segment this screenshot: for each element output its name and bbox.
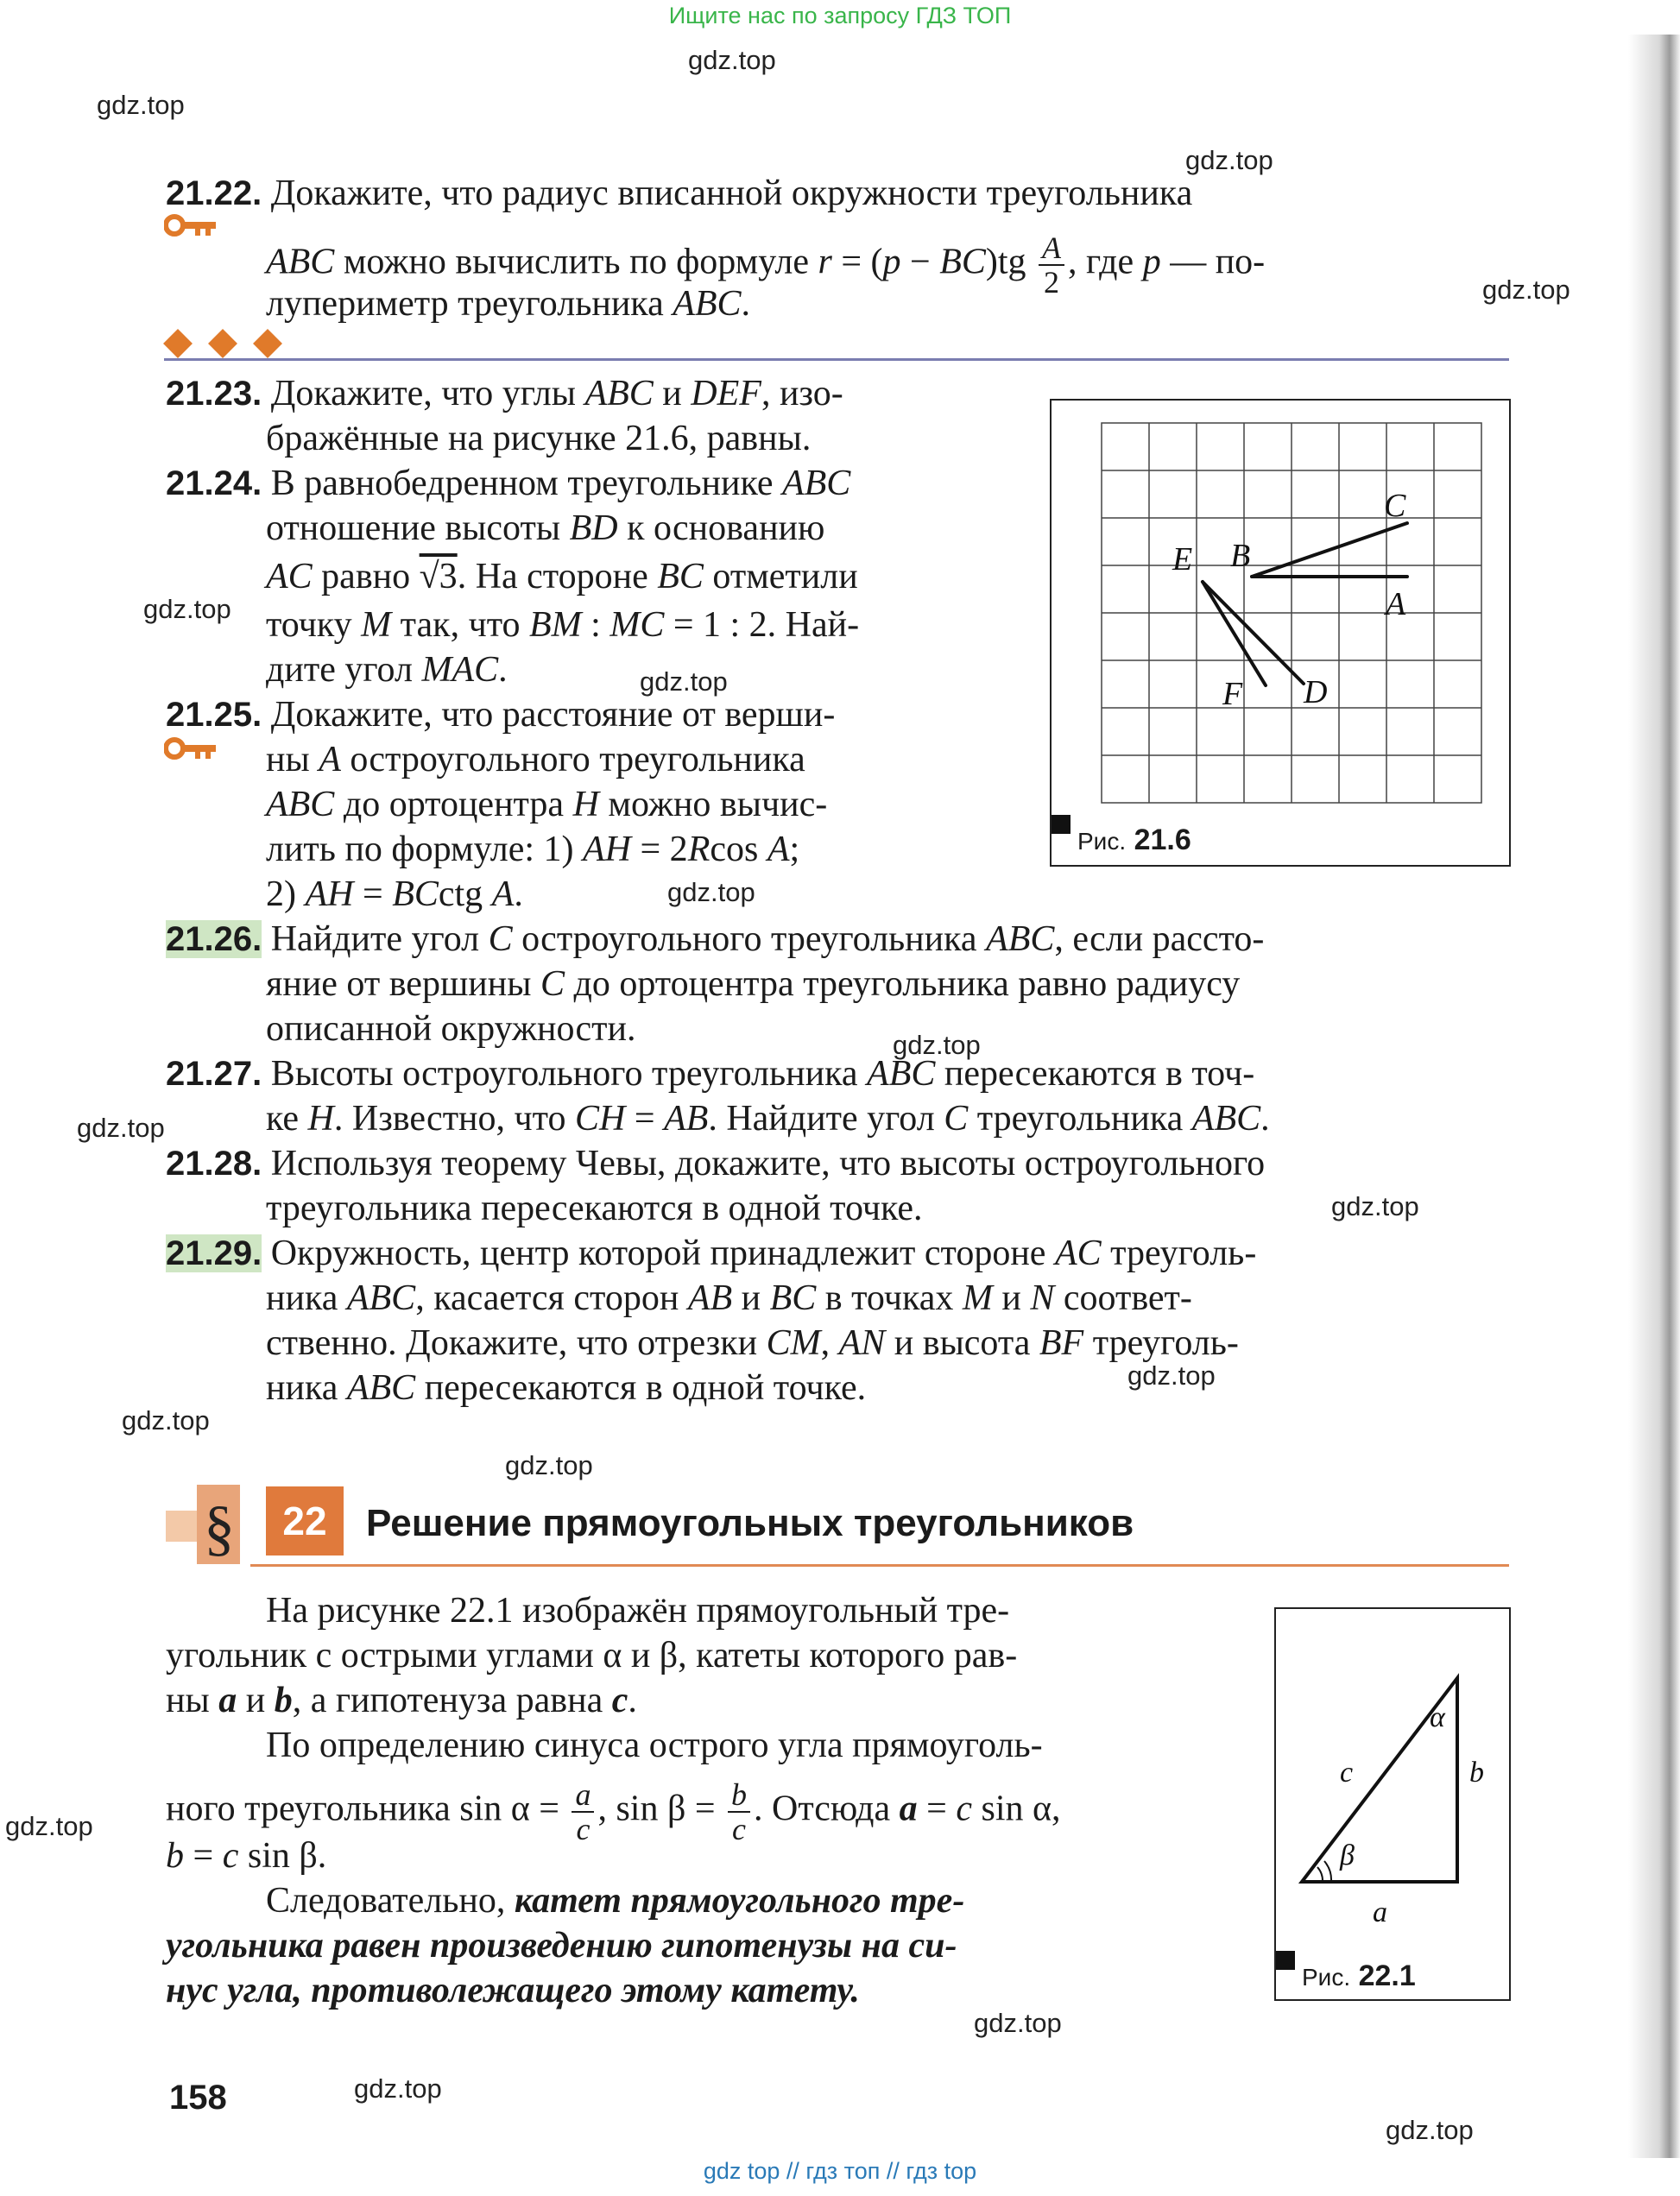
section-number: 22 <box>266 1486 344 1556</box>
fraction: $\frac{a}{c}$ <box>572 1778 594 1846</box>
exercise-21-26-line3: описанной окружности. <box>266 1009 636 1049</box>
figure-22-1 <box>1274 1607 1511 2001</box>
watermark: gdz.top <box>688 45 776 75</box>
fraction: $\frac{b}{c}$ <box>728 1778 750 1846</box>
intro-line7: Следовательно, катет прямоугольного тре- <box>266 1881 965 1921</box>
figure-marker <box>1052 815 1071 834</box>
exercise-21-28-line2: треугольника пересекаются в одной точке. <box>266 1189 923 1228</box>
page-number: 158 <box>169 2079 227 2117</box>
grid-diagram <box>1052 401 1509 865</box>
watermark: gdz.top <box>640 666 728 697</box>
point-label-c: C <box>1384 488 1406 524</box>
watermark: gdz.top <box>1127 1360 1216 1391</box>
exercise-number: 21.26. <box>166 920 262 958</box>
section-icon <box>166 1485 249 1564</box>
exercise-21-27-line1: 21.27. Высоты остроугольного треугольника ABC пересекаются в точ- <box>166 1054 1255 1094</box>
exercise-21-25-line3: ABC до ортоцентра H можно вычис- <box>266 785 828 824</box>
exercise-number: 21.25. <box>166 696 262 734</box>
exercise-21-24-line4: точку M так, что BM : MC = 1 : 2. Най- <box>266 605 860 645</box>
figure-caption: Рис. 21.6 <box>1077 824 1191 856</box>
exercise-number: 21.27. <box>166 1055 262 1093</box>
watermark: gdz.top <box>143 594 231 624</box>
exercise-21-25-line1: 21.25. Докажите, что расстояние от верши- <box>166 695 836 735</box>
watermark: gdz.top <box>97 90 185 120</box>
exercise-21-24-line1: 21.24. В равнобедренном треугольнике ABC <box>166 464 851 503</box>
watermark: gdz.top <box>5 1811 93 1841</box>
point-label-f: F <box>1222 676 1243 712</box>
exercise-21-23-line1: 21.23. Докажите, что углы ABC и DEF, изо- <box>166 374 843 413</box>
figure-21-6 <box>1050 399 1511 867</box>
watermark: gdz.top <box>1482 274 1570 305</box>
exercise-21-28-line1: 21.28. Используя теорему Чевы, докажите, что высоты остроугольного <box>166 1144 1266 1183</box>
exercise-21-25-line4: лить по формуле: 1) AH = 2Rcos A; <box>266 830 800 869</box>
intro-line9: нус угла, противолежащего этому катету. <box>166 1971 860 2010</box>
exercise-21-25-line5: 2) AH = BCctg A. <box>266 874 523 914</box>
exercise-21-29-line2: ника ABC, касается сторон AB и BC в точках M и N соответ- <box>266 1278 1192 1318</box>
intro-line1: На рисунке 22.1 изображён прямоугольный тре- <box>266 1591 1010 1631</box>
exercise-number: 21.22. <box>166 174 262 212</box>
section-divider <box>164 358 1509 361</box>
watermark: gdz.top <box>667 877 755 907</box>
exercise-number: 21.28. <box>166 1145 262 1183</box>
watermark: gdz.top <box>77 1113 165 1143</box>
exercise-21-23-line2: бражённые на рисунке 21.6, равны. <box>266 419 812 458</box>
intro-line3: ны a и b, а гипотенуза равна c. <box>166 1681 637 1720</box>
point-label-b: B <box>1230 538 1251 574</box>
hypotenuse-label: c <box>1340 1757 1354 1789</box>
angle-alpha-label: α <box>1430 1701 1445 1733</box>
watermark: gdz.top <box>354 2073 442 2104</box>
fraction: $\frac{A}{2}$ <box>1039 231 1064 299</box>
intro-line8: угольника равен произведению гипотенузы на си- <box>166 1926 957 1966</box>
section-title: Решение прямоугольных треугольников <box>366 1502 1134 1544</box>
watermark: gdz.top <box>1386 2115 1474 2145</box>
intro-line2: угольник с острыми углами α и β, катеты которого рав- <box>166 1636 1018 1675</box>
section-underline <box>250 1564 1509 1567</box>
exercise-21-29-line3: ственно. Докажите, что отрезки CM, AN и высота BF треуголь- <box>266 1323 1239 1363</box>
exercise-21-22-line3: лупериметр треугольника ABC. <box>266 284 751 324</box>
diamond-icon <box>253 329 282 358</box>
diamond-icon <box>208 329 237 358</box>
intro-line5: ного треугольника sin α = $\frac{a}{c}$ , sin β = $\frac{b}{c}$ . Отсюда a = c sin α, <box>166 1777 1061 1846</box>
exercise-21-26-line1: 21.26. Найдите угол C остроугольного треугольника ABC, если рассто- <box>166 919 1265 959</box>
diamond-icon <box>163 329 193 358</box>
leg-a-label: a <box>1373 1896 1387 1928</box>
key-icon <box>164 212 218 238</box>
exercise-21-24-line3: AC равно √3. На стороне BC отметили <box>266 557 858 596</box>
exercise-number: 21.24. <box>166 464 262 502</box>
svg-text:§: § <box>204 1493 235 1562</box>
exercise-number: 21.23. <box>166 375 262 413</box>
intro-line4: По определению синуса острого угла прямоуголь- <box>266 1726 1043 1765</box>
bottom-banner[interactable]: gdz top // гдз топ // гдз top <box>703 2158 977 2184</box>
point-label-d: D <box>1304 674 1328 710</box>
page-edge-shadow <box>1628 35 1680 2158</box>
angle-beta-label: β <box>1340 1839 1355 1871</box>
point-label-a: A <box>1386 586 1406 622</box>
figure-caption: Рис. 22.1 <box>1302 1959 1416 1992</box>
exercise-21-22-line2: ABC можно вычислить по формуле r = (p − BC)tg $\frac{A}{2}$ , где p — по- <box>266 230 1266 300</box>
watermark: gdz.top <box>505 1450 593 1480</box>
exercise-21-26-line2: яние от вершины C до ортоцентра треугольника равно радиусу <box>266 964 1241 1004</box>
intro-line6: b = c sin β. <box>166 1836 327 1876</box>
exercise-21-27-line2: ке H. Известно, что CH = AB. Найдите угол C треугольника ABC. <box>266 1099 1270 1139</box>
leg-b-label: b <box>1469 1757 1484 1789</box>
section-symbol-block <box>166 1485 249 1564</box>
point-label-e: E <box>1172 541 1193 577</box>
key-icon <box>164 735 218 761</box>
watermark: gdz.top <box>974 2008 1062 2038</box>
watermark: gdz.top <box>1185 145 1273 175</box>
exercise-21-25-line2: ны A остроугольного треугольника <box>266 740 805 779</box>
exercise-21-24-line5: дите угол MAC. <box>266 650 508 690</box>
right-triangle-diagram <box>1276 1609 1509 1999</box>
exercise-21-22-line1: 21.22. Докажите, что радиус вписанной окружности треугольника <box>166 174 1193 213</box>
exercise-21-29-line4: ника ABC пересекаются в одной точке. <box>266 1368 867 1408</box>
watermark: gdz.top <box>893 1030 981 1060</box>
exercise-21-29-line1: 21.29. Окружность, центр которой принадлежит стороне AC треуголь- <box>166 1234 1257 1273</box>
top-banner[interactable]: Ищите нас по запросу ГДЗ ТОП <box>668 3 1012 28</box>
exercise-number: 21.29. <box>166 1234 262 1272</box>
watermark: gdz.top <box>1331 1191 1419 1221</box>
watermark: gdz.top <box>122 1405 210 1436</box>
exercise-21-24-line2: отношение высоты BD к основанию <box>266 508 825 548</box>
figure-marker <box>1276 1951 1295 1970</box>
